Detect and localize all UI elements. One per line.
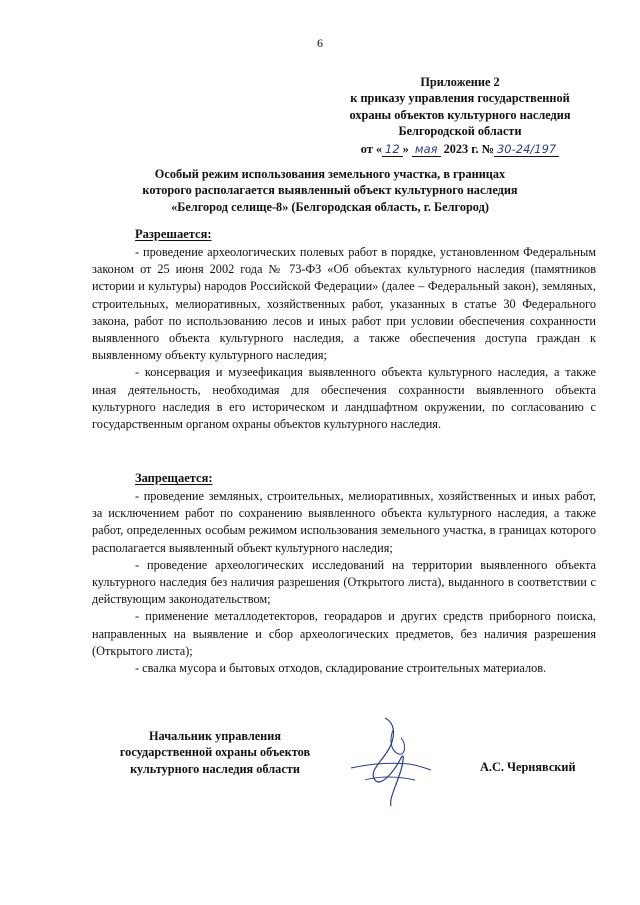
handwritten-month: мая bbox=[412, 142, 441, 157]
signer-line-2: государственной охраны объектов bbox=[119, 745, 311, 760]
handwritten-order-number: 30-24/197 bbox=[494, 142, 559, 157]
signer-name: А.С. Чернявский bbox=[480, 760, 576, 774]
title-line-1: Особый режим использования земельного участка, в границах bbox=[154, 167, 506, 181]
signer-line-1: Начальник управления bbox=[148, 729, 282, 743]
signer-line-3: культурного наследия области bbox=[130, 761, 300, 776]
permitted-item: - проведение археологических полевых работ в порядке, установленном Федеральным законом от 25 июня 2002 года № 73-ФЗ «Об объектах культурного наследия (памятников истории и культуры) народов Российской Федерации» (далее – Федеральный закон), земляных, строительных, мелиоративных, хозяйственных работ, указанных в статье 30 Федерального закона, работ по использованию лесов и иных работ при условии обеспечения сохранности выявленного объекта культурного наследия, а также обеспечения доступа граждан к выявленному объекту культурного наследия; bbox=[92, 245, 596, 363]
page-number: 6 bbox=[317, 36, 323, 50]
appendix-title: Приложение 2 bbox=[420, 75, 500, 89]
date-prefix: от « bbox=[360, 141, 383, 156]
order-date-line bbox=[300, 141, 620, 157]
title-line-3: «Белгород селище-8» (Белгородская область, г. Белгород) bbox=[171, 199, 489, 214]
prohibited-item: - свалка мусора и бытовых отходов, складирование строительных материалов. bbox=[135, 661, 547, 676]
prohibited-section bbox=[92, 488, 596, 677]
permitted-heading: Разрешается: bbox=[135, 227, 212, 241]
permitted-section bbox=[92, 244, 596, 433]
prohibited-heading: Запрещается: bbox=[135, 471, 213, 485]
date-mid: » bbox=[402, 141, 409, 156]
appendix-header bbox=[300, 74, 620, 157]
title-line-2: которого располагается выявленный объект культурного наследия bbox=[142, 183, 518, 198]
handwritten-day: 12 bbox=[382, 142, 403, 157]
date-year: 2023 г. № bbox=[443, 141, 494, 156]
permitted-item: - консервация и музеефикация выявленного объекта культурного наследия, а также иная деятельность, необходимая для обеспечения сохранности выявленного объекта культурного наследия в его историческом и ландшафтном окружении, по согласованию с государственным органом охраны объектов культурного наследия. bbox=[92, 365, 596, 432]
prohibited-item: - проведение земляных, строительных, мелиоративных, хозяйственных и иных работ, за исключением работ по сохранению выявленного объекта культурного наследия, а также работ, определенных особым режимом использования земельного участка, в границах которого располагается выявленный объект культурного наследия; bbox=[92, 489, 596, 555]
appendix-line-4: Белгородской области bbox=[398, 124, 522, 139]
appendix-line-2: к приказу управления государственной bbox=[350, 91, 570, 106]
prohibited-item: - проведение археологических исследований на территории выявленного объекта культурного наследия без наличия разрешения (Открытого листа), выданного в соответствии с действующим законодательством; bbox=[92, 557, 596, 607]
document-title bbox=[100, 166, 560, 215]
appendix-line-3: охраны объектов культурного наследия bbox=[349, 107, 571, 122]
signer-title bbox=[95, 728, 335, 777]
signature-image bbox=[345, 710, 435, 810]
prohibited-item: - применение металлодетекторов, георадаров и других средств приборного поиска, направленных на выявление и сбор археологических предметов, без наличия разрешения (Открытого листа); bbox=[92, 609, 596, 658]
